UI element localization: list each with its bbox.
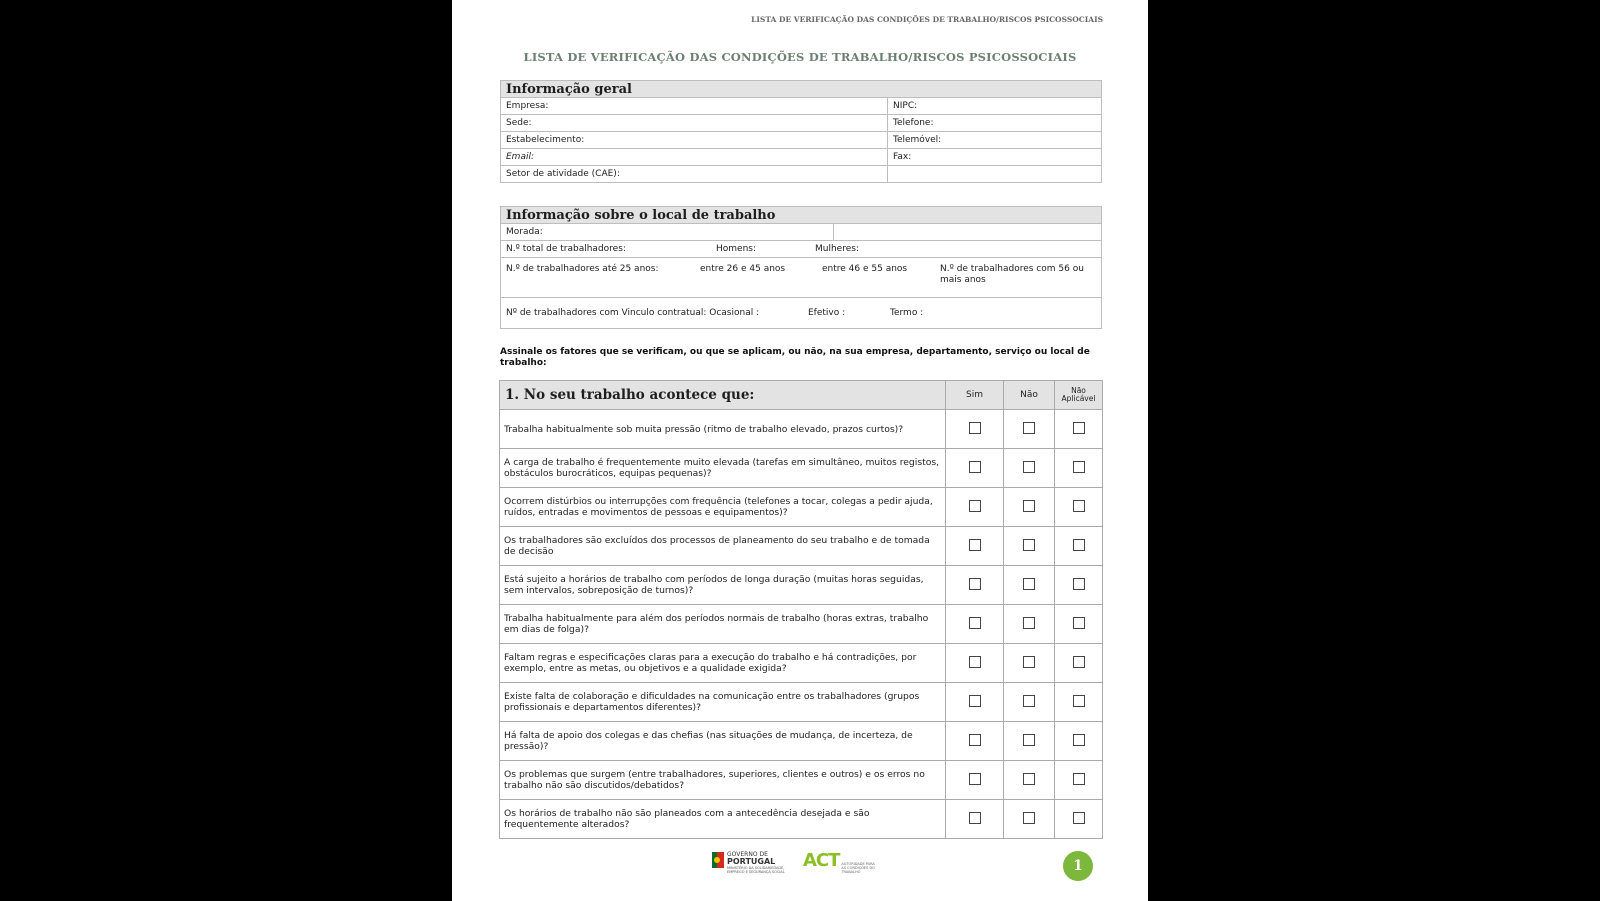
- cell-nao-aplicavel: [1055, 800, 1103, 839]
- checkbox-nao[interactable]: [1023, 695, 1035, 707]
- field-morada[interactable]: Morada:: [501, 224, 834, 241]
- checklist-row: [500, 800, 1103, 839]
- checkbox-sim[interactable]: [969, 500, 981, 512]
- checkbox-nao[interactable]: [1023, 422, 1035, 434]
- question-text: Os horários de trabalho não são planeados com a antecedência desejada e são frequentemente alterados?: [500, 800, 946, 839]
- checkbox-nao-aplicavel[interactable]: [1073, 695, 1085, 707]
- checklist-row: [500, 566, 1103, 605]
- cell-nao: [1004, 488, 1055, 527]
- government-logo: [712, 852, 785, 874]
- cell-sim: [946, 488, 1004, 527]
- checkbox-nao[interactable]: [1023, 578, 1035, 590]
- cell-sim: [946, 566, 1004, 605]
- cell-nao: [1004, 683, 1055, 722]
- cell-nao-aplicavel: [1055, 761, 1103, 800]
- act-logo-subtitle: AUTORIDADE PARA AS CONDIÇÕES DO TRABALHO: [841, 862, 875, 874]
- cell-nao-aplicavel: [1055, 449, 1103, 488]
- checkbox-sim[interactable]: [969, 539, 981, 551]
- cell-sim: [946, 605, 1004, 644]
- checkbox-sim[interactable]: [969, 773, 981, 785]
- field-56-mais-anos[interactable]: N.º de trabalhadores com 56 ou mais anos: [940, 264, 1084, 285]
- checkbox-sim[interactable]: [969, 656, 981, 668]
- field-setor-empty[interactable]: [888, 166, 1102, 183]
- cell-nao-aplicavel: [1055, 722, 1103, 761]
- checkbox-nao[interactable]: [1023, 812, 1035, 824]
- cell-sim: [946, 683, 1004, 722]
- cell-sim: [946, 449, 1004, 488]
- question-text: Há falta de apoio dos colegas e das chefias (nas situações de mudança, de incerteza, de pressão)?: [500, 722, 946, 761]
- checklist-row: [500, 410, 1103, 449]
- question-text: Trabalha habitualmente sob muita pressão (ritmo de trabalho elevado, prazos curtos)?: [500, 410, 946, 449]
- footer-logos: [712, 852, 877, 874]
- cell-sim: [946, 410, 1004, 449]
- question-text: Existe falta de colaboração e dificuldades na comunicação entre os trabalhadores (grupos profissionais e departamentos diferentes)?: [500, 683, 946, 722]
- question-text: Os problemas que surgem (entre trabalhadores, superiores, clientes e outros) e os erros no trabalho não são discutidos/debatidos?: [500, 761, 946, 800]
- field-telemovel[interactable]: Telemóvel:: [888, 132, 1102, 149]
- field-homens[interactable]: Homens:: [716, 244, 757, 254]
- checkbox-sim[interactable]: [969, 461, 981, 473]
- question-text: Faltam regras e especificações claras para a execução do trabalho e há contradições, por exemplo, entre as metas, ou objetivos e a qualidade exigida?: [500, 644, 946, 683]
- field-setor-atividade[interactable]: Setor de atividade (CAE):: [501, 166, 888, 183]
- document-page: [452, 0, 1148, 901]
- checkbox-nao-aplicavel[interactable]: [1073, 773, 1085, 785]
- document-title: LISTA DE VERIFICAÇÃO DAS CONDIÇÕES DE TRABALHO/RISCOS PSICOSSOCIAIS: [523, 50, 1077, 64]
- cell-nao-aplicavel: [1055, 410, 1103, 449]
- checkbox-nao-aplicavel[interactable]: [1073, 461, 1085, 473]
- checklist-row: [500, 449, 1103, 488]
- cell-nao: [1004, 644, 1055, 683]
- gov-logo-ministry: MINISTÉRIO DA SOLIDARIEDADE, EMPREGO E SEGURANÇA SOCIAL: [727, 866, 785, 874]
- cell-nao: [1004, 800, 1055, 839]
- checklist-row: [500, 761, 1103, 800]
- field-vinculo-ocasional[interactable]: Nº de trabalhadores com Vinculo contratual: Ocasional :: [506, 308, 760, 318]
- checkbox-nao[interactable]: [1023, 617, 1035, 629]
- cell-nao: [1004, 449, 1055, 488]
- general-info-heading: Informação geral: [501, 81, 1102, 98]
- field-ate-25-anos[interactable]: N.º de trabalhadores até 25 anos:: [506, 264, 659, 274]
- cell-nao: [1004, 722, 1055, 761]
- cell-nao-aplicavel: [1055, 566, 1103, 605]
- checkbox-nao-aplicavel[interactable]: [1073, 734, 1085, 746]
- column-nao: Não: [1004, 381, 1055, 410]
- checklist-row: [500, 527, 1103, 566]
- field-total-trabalhadores[interactable]: N.º total de trabalhadores:: [506, 244, 626, 254]
- checkbox-nao-aplicavel[interactable]: [1073, 656, 1085, 668]
- checkbox-sim[interactable]: [969, 578, 981, 590]
- checklist-table: [499, 380, 1103, 839]
- cell-nao: [1004, 566, 1055, 605]
- checkbox-sim[interactable]: [969, 422, 981, 434]
- field-termo[interactable]: Termo :: [890, 308, 924, 318]
- checkbox-nao-aplicavel[interactable]: [1073, 500, 1085, 512]
- act-logo-mark: ACT: [803, 850, 840, 871]
- checklist-row: [500, 722, 1103, 761]
- gov-logo-line1: GOVERNO DE: [727, 851, 768, 858]
- cell-nao: [1004, 527, 1055, 566]
- column-sim: Sim: [946, 381, 1004, 410]
- cell-nao: [1004, 761, 1055, 800]
- cell-sim: [946, 761, 1004, 800]
- checklist-row: [500, 488, 1103, 527]
- checkbox-nao[interactable]: [1023, 461, 1035, 473]
- page-number-badge: 1: [1063, 851, 1093, 881]
- cell-nao-aplicavel: [1055, 488, 1103, 527]
- instruction-text: Assinale os fatores que se verificam, ou que se aplicam, ou não, na sua empresa, departamento, serviço ou local de trabalho:: [500, 347, 1090, 368]
- workplace-info-table: [500, 206, 1102, 329]
- checklist-row: [500, 683, 1103, 722]
- checkbox-nao-aplicavel[interactable]: [1073, 812, 1085, 824]
- field-46-55-anos[interactable]: entre 46 e 55 anos: [822, 264, 908, 274]
- field-telefone[interactable]: Telefone:: [888, 115, 1102, 132]
- checkbox-nao-aplicavel[interactable]: [1073, 578, 1085, 590]
- cell-sim: [946, 722, 1004, 761]
- checkbox-sim[interactable]: [969, 812, 981, 824]
- cell-nao-aplicavel: [1055, 527, 1103, 566]
- checkbox-sim[interactable]: [969, 617, 981, 629]
- cell-nao: [1004, 410, 1055, 449]
- cell-sim: [946, 800, 1004, 839]
- field-nipc[interactable]: NIPC:: [888, 98, 1102, 115]
- checkbox-nao[interactable]: [1023, 500, 1035, 512]
- checklist-heading: 1. No seu trabalho acontece que:: [500, 381, 946, 410]
- question-text: Trabalha habitualmente para além dos períodos normais de trabalho (horas extras, trabalho em dias de folga)?: [500, 605, 946, 644]
- running-header: LISTA DE VERIFICAÇÃO DAS CONDIÇÕES DE TRABALHO/RISCOS PSICOSSOCIAIS: [751, 15, 1103, 24]
- field-mulheres[interactable]: Mulheres:: [815, 244, 859, 254]
- checkbox-nao[interactable]: [1023, 734, 1035, 746]
- field-fax[interactable]: Fax:: [888, 149, 1102, 166]
- checklist-row: [500, 644, 1103, 683]
- checkbox-nao[interactable]: [1023, 656, 1035, 668]
- column-nao-aplicavel: Não Aplicável: [1055, 381, 1103, 410]
- checkbox-sim[interactable]: [969, 695, 981, 707]
- cell-nao-aplicavel: [1055, 683, 1103, 722]
- gov-logo-line2: PORTUGAL: [727, 857, 776, 866]
- field-morada-value[interactable]: [834, 224, 1102, 241]
- act-logo: [803, 852, 877, 874]
- checkbox-sim[interactable]: [969, 734, 981, 746]
- general-info-table: [500, 80, 1102, 183]
- cell-nao: [1004, 605, 1055, 644]
- portugal-flag-icon: [712, 852, 724, 868]
- checklist-body: [500, 410, 1103, 839]
- workplace-info-heading: Informação sobre o local de trabalho: [501, 207, 1102, 224]
- checklist-row: [500, 605, 1103, 644]
- checkbox-nao-aplicavel[interactable]: [1073, 539, 1085, 551]
- question-text: Ocorrem distúrbios ou interrupções com frequência (telefones a tocar, colegas a pedir ajuda, ruídos, entradas e movimentos de pessoas e equipamentos)?: [500, 488, 946, 527]
- field-sede[interactable]: Sede:: [501, 115, 888, 132]
- field-email[interactable]: Email:: [501, 149, 888, 166]
- field-empresa[interactable]: Empresa:: [501, 98, 888, 115]
- cell-nao-aplicavel: [1055, 644, 1103, 683]
- cell-sim: [946, 644, 1004, 683]
- checkbox-nao[interactable]: [1023, 773, 1035, 785]
- question-text: Os trabalhadores são excluídos dos processos de planeamento do seu trabalho e de tomada de decisão: [500, 527, 946, 566]
- question-text: A carga de trabalho é frequentemente muito elevada (tarefas em simultâneo, muitos registos, obstáculos burocráticos, equipas pequenas)?: [500, 449, 946, 488]
- checkbox-nao[interactable]: [1023, 539, 1035, 551]
- checkbox-nao-aplicavel[interactable]: [1073, 422, 1085, 434]
- checkbox-nao-aplicavel[interactable]: [1073, 617, 1085, 629]
- field-estabelecimento[interactable]: Estabelecimento:: [501, 132, 888, 149]
- field-26-45-anos[interactable]: entre 26 e 45 anos: [700, 264, 786, 274]
- cell-sim: [946, 527, 1004, 566]
- cell-nao-aplicavel: [1055, 605, 1103, 644]
- field-efetivo[interactable]: Efetivo :: [808, 308, 846, 318]
- question-text: Está sujeito a horários de trabalho com períodos de longa duração (muitas horas seguidas, sem intervalos, sobreposição de turnos)?: [500, 566, 946, 605]
